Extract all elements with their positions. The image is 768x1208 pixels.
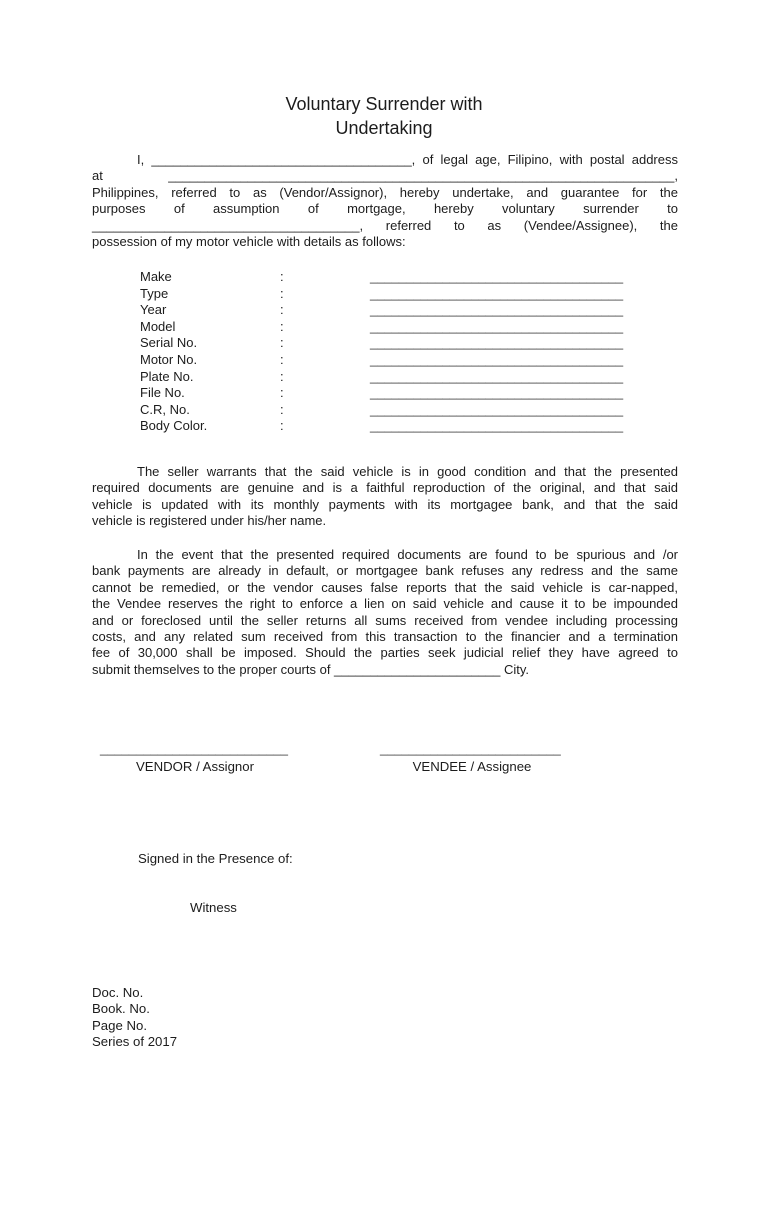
detail-blank-line: ___________________________________ (370, 418, 624, 434)
detail-colon: : (280, 302, 284, 318)
vendee-signature-label: VENDEE / Assignee (412, 759, 532, 774)
paragraph-line: the Vendee reserves the right to enforce a lien on said vehicle and cause it to be impounded (92, 596, 678, 612)
notary-block (92, 985, 177, 1051)
detail-blank-line: ___________________________________ (370, 368, 624, 384)
paragraph-line: cannot be remedied, or the vendor causes false reports that the said vehicle is car-napped, (92, 579, 678, 595)
detail-label: Make (140, 269, 172, 284)
detail-label: Year (140, 302, 167, 318)
page-no-line: Page No. (92, 1017, 147, 1033)
detail-label: Plate No. (140, 368, 194, 384)
doc-no-line: Doc. No. (92, 985, 144, 1000)
detail-blank-line: ___________________________________ (370, 269, 624, 284)
detail-row-file-no (92, 385, 678, 402)
paragraph-line: purposes of assumption of mortgage, hereby voluntary surrender to (92, 201, 678, 217)
detail-blank-line: ___________________________________ (370, 385, 624, 401)
paragraph-line: In the event that the presented required documents are found to be spurious and /or (137, 547, 678, 562)
detail-colon: : (280, 368, 284, 384)
paragraph-line: fee of 30,000 shall be imposed. Should the parties seek judicial relief they have agreed to (92, 645, 678, 661)
paragraph-line: costs, and any related sum received from this transaction to the financier and a termination (92, 629, 678, 645)
detail-row-body-color (92, 418, 678, 435)
title-line-2: Undertaking (335, 118, 433, 138)
detail-label: Model (140, 318, 176, 334)
vehicle-details-list (92, 269, 678, 435)
vendor-signature-label: VENDOR / Assignor (136, 759, 254, 774)
paragraph-line: at ______________________________________________________________________, (92, 168, 678, 184)
signed-in-presence-label: Signed in the Presence of: (138, 851, 293, 866)
document-title (0, 92, 768, 140)
paragraph-line: vehicle is registered under his/her name. (92, 513, 327, 529)
detail-label: Body Color. (140, 418, 208, 434)
detail-colon: : (280, 335, 284, 351)
vendor-signature-block (100, 741, 290, 774)
detail-colon: : (280, 385, 284, 401)
vendee-signature-line: _________________________ (380, 741, 561, 756)
paragraph-line: bank payments are already in default, or mortgagee bank refuses any redress and the same (92, 563, 678, 579)
detail-row-plate-no (92, 369, 678, 386)
detail-colon: : (280, 285, 284, 301)
detail-row-serial-no (92, 335, 678, 352)
detail-blank-line: ___________________________________ (370, 302, 624, 318)
detail-colon: : (280, 318, 284, 334)
paragraph-line: and or foreclosed until the seller returns all sums received from vendee including processing (92, 612, 678, 628)
detail-colon: : (280, 269, 284, 284)
detail-colon: : (280, 351, 284, 367)
title-line-1: Voluntary Surrender with (285, 94, 483, 114)
paragraph-line: possession of my motor vehicle with details as follows: (92, 234, 406, 250)
detail-row-motor-no (92, 352, 678, 369)
book-no-line: Book. No. (92, 1001, 150, 1017)
detail-row-model (92, 319, 678, 336)
warranty-paragraph (92, 464, 678, 530)
detail-row-year (92, 302, 678, 319)
detail-blank-line: ___________________________________ (370, 351, 624, 367)
detail-blank-line: ___________________________________ (370, 401, 624, 417)
paragraph-line: submit themselves to the proper courts of _______________________ City. (92, 661, 529, 677)
detail-colon: : (280, 418, 284, 434)
detail-blank-line: ___________________________________ (370, 335, 624, 351)
paragraph-line: I, ____________________________________, of legal age, Filipino, with postal address (137, 152, 678, 167)
witness-label: Witness (190, 900, 237, 915)
detail-label: Motor No. (140, 351, 198, 367)
paragraph-line: Philippines, referred to as (Vendor/Assignor), hereby undertake, and guarantee for the (92, 184, 678, 200)
detail-row-make (92, 269, 678, 286)
detail-blank-line: ___________________________________ (370, 318, 624, 334)
vendor-signature-line: __________________________ (100, 741, 288, 756)
vendee-signature-block (380, 741, 564, 774)
paragraph-line: vehicle is updated with its monthly payments with its mortgagee bank, and that the said (92, 496, 678, 512)
detail-label: Type (140, 285, 169, 301)
series-line: Series of 2017 (92, 1034, 178, 1050)
intro-paragraph (92, 152, 678, 250)
detail-blank-line: ___________________________________ (370, 285, 624, 301)
detail-label: File No. (140, 385, 185, 401)
paragraph-line: _____________________________________, referred to as (Vendee/Assignee), the (92, 217, 678, 233)
detail-label: Serial No. (140, 335, 198, 351)
detail-label: C.R, No. (140, 401, 190, 417)
paragraph-line: required documents are genuine and is a faithful reproduction of the original, and that said (92, 480, 678, 496)
paragraph-line: The seller warrants that the said vehicle is in good condition and that the presented (137, 464, 678, 479)
detail-colon: : (280, 401, 284, 417)
detail-row-type (92, 286, 678, 303)
default-clause-paragraph (92, 547, 678, 678)
detail-row-cr-no (92, 402, 678, 419)
